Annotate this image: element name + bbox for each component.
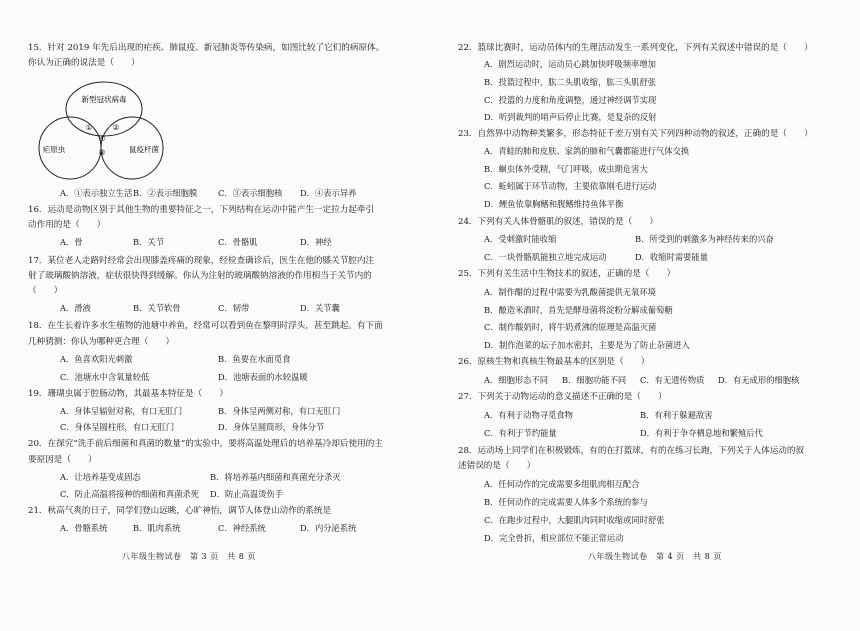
q26-option-a: A．细胞形态不同: [484, 375, 549, 385]
q28-option-a: A．任何动作的完成需要多组肌肉相互配合: [484, 479, 640, 489]
q15-stem-line1: 15．针对 2019 年先后出现的疟疾、肺鼠疫、新冠肺炎等传染病，如图比较了它们的病原体。: [28, 43, 385, 53]
q22-option-d: D．听到裁判的哨声后停止比赛，是复杂的反射: [484, 112, 657, 122]
q16-stem-line1: 16．运动是动物区别于其他生物的重要特征之一，下列结构在运动中能产生一定拉力起牵引: [28, 205, 375, 215]
q23-option-a: A．青蛙的肺和皮肤、家鸽的肺和气囊都能进行气体交换: [484, 146, 690, 156]
q18-option-c: C．池塘水中含氧量较低: [60, 372, 150, 382]
right-page: [430, 0, 860, 631]
q20-stem-line1: 20．在探究“洗手前后细菌和真菌的数量”的实验中，要将高温处理后的培养基冷却后使用的主: [28, 439, 383, 449]
q18-option-b: B．鱼要在水面觅食: [218, 354, 291, 364]
q28-stem-line1: 28．运动场上同学们在积极锻炼，有的在打篮球，有的在练习长跑，下列关于人体运动的叙: [458, 446, 805, 456]
q23-option-b: B．蛔虫体外受精，气门呼吸，成虫期危害大: [484, 164, 648, 174]
q27-stem-line1: 27．下列关于动物运动的意义描述不正确的是（ ）: [458, 392, 667, 402]
q17-stem-line1: 17．某位老人走路时经常会出现膝盖疼痛的现象，经检查确诊后，医生在他的膝关节腔内注: [28, 256, 375, 266]
q21-option-c: C．神经系统: [218, 523, 266, 533]
q21-stem-line1: 21．秋高气爽的日子，同学们登山远眺，心旷神怡，调节人体登山动作的系统是: [28, 506, 332, 516]
q20-stem-line2: 要原因是（ ）: [28, 455, 97, 465]
q24-option-c: C．一块骨骼肌能独立地完成运动: [484, 252, 607, 262]
q16-stem-line2: 动作用的是（ ）: [28, 220, 106, 230]
venn-label-plasmodium: 疟原虫: [42, 145, 66, 154]
q26-option-d: D．有无成形的细胞核: [718, 375, 800, 385]
q17-option-c: C．韧带: [218, 303, 250, 313]
q26-stem-line1: 26．原核生物和真核生物最基本的区别是（ ）: [458, 357, 650, 367]
q25-option-d: D．制作泡菜的坛子加水密封，主要是为了防止杂菌进入: [484, 340, 690, 350]
q22-option-c: C．投篮的力度和角度调整，通过神经调节实现: [484, 95, 657, 105]
q25-option-a: A．制作醋的过程中需要为乳酸菌提供无氧环境: [484, 287, 656, 297]
q17-stem-line2: 射了玻璃酸钠溶液，症状很快得到缓解。你认为注射的玻璃酸钠溶液的作用相当于关节内的: [28, 271, 372, 281]
q20-option-d: D．防止高温烫伤手: [210, 489, 284, 499]
q19-option-d: D．身体呈圆筒形，身体分节: [218, 422, 325, 432]
q20-option-a: A．让培养基变成固态: [60, 472, 141, 482]
q15-stem-line2: 你认为正确的说法是（ ）: [28, 58, 140, 68]
q19-stem-line1: 19．珊瑚虫属于腔肠动物，其最基本特征是（ ）: [28, 389, 228, 399]
q17-option-b: B．关节软骨: [133, 303, 181, 313]
venn-label-plague-bacillus: 鼠疫杆菌: [129, 145, 159, 154]
q20-option-c: C．防止高温将接种的细菌和真菌杀死: [60, 489, 200, 499]
q19-option-c: C．身体呈圆柱形，有口无肛门: [60, 422, 175, 432]
venn-region-3: ③: [98, 148, 106, 157]
q25-option-b: B．酿造米酒时，首先是酵母菌将淀粉分解成葡萄糖: [484, 305, 673, 315]
q22-stem-line1: 22．篮球比赛时，运动员体内的生理活动发生一系列变化，下列有关叙述中错误的是（ ）: [458, 43, 813, 53]
q22-option-b: B．投篮过程中，肱二头肌收缩，肱三头肌舒张: [484, 77, 657, 87]
q27-option-d: D．有利于争夺栖息地和繁殖后代: [640, 428, 763, 438]
q22-option-a: A．剧烈运动时，运动员心跳加快呼吸频率增加: [484, 59, 656, 69]
venn-region-4: ④: [98, 134, 106, 143]
q17-option-d: D．关节囊: [300, 303, 340, 313]
q21-option-b: B．肌肉系统: [133, 523, 181, 533]
q23-stem-line1: 23．自然界中动物种类繁多，形态特征千差万别有关下列四种动物的叙述，正确的是（ ）: [458, 129, 813, 139]
q25-stem-line1: 25．下列有关生活中生物技术的叙述，正确的是（ ）: [458, 269, 676, 279]
q25-option-c: C．制作酸奶时，将牛奶煮沸的原理是高温灭菌: [484, 322, 657, 332]
q27-option-a: A．有利于动物寻觅食物: [484, 410, 573, 420]
q18-option-a: A．鱼喜欢阳光刺激: [60, 354, 133, 364]
q20-option-b: B．将培养基内细菌和真菌充分杀灭: [210, 472, 341, 482]
q28-stem-line2: 述错误的是（ ）: [458, 461, 536, 471]
q17-option-a: A．滑液: [60, 303, 91, 313]
q16-option-c: C．骨骼肌: [218, 237, 258, 247]
q18-option-d: D．池塘表面的水较温暖: [218, 372, 308, 382]
pathogen-venn-diagram: [36, 70, 196, 190]
q16-option-a: A．骨: [60, 237, 83, 247]
q28-option-c: C．在跑步过程中，大腿肌肉同时收缩或同时舒张: [484, 515, 665, 525]
page-footer: 八年级生物试卷 第 3 页 共 8 页: [122, 552, 256, 561]
q21-option-a: A．骨骼系统: [60, 523, 108, 533]
q17-stem-line3: （ ）: [28, 286, 63, 296]
q21-option-d: D．内分泌系统: [300, 523, 357, 533]
q15-option-b: B．②表示细胞膜: [133, 188, 198, 198]
q26-option-c: C．有无遗传物质: [640, 375, 705, 385]
q28-option-d: D．完全骨折，相应部位不能正常运动: [484, 533, 624, 543]
q15-option-a: A．①表示独立生活: [60, 188, 133, 198]
q15-option-d: D．④表示异养: [300, 188, 357, 198]
q23-option-d: D．鲤鱼依靠胸鳍和腹鳍维持鱼体平衡: [484, 199, 624, 209]
q24-stem-line1: 24．下列有关人体骨骼肌的叙述，错误的是（ ）: [458, 217, 658, 227]
q24-option-b: B．所受到的刺激多为神经传来的兴奋: [635, 234, 774, 244]
q23-option-c: C．蚯蚓属于环节动物，主要依靠刚毛进行运动: [484, 181, 657, 191]
q18-stem-line2: 几种猜测：你认为哪种更合理（ ）: [28, 337, 175, 347]
q18-stem-line1: 18．在生长着许多水生植物的池塘中养鱼，经常可以看到鱼在黎明时浮头，甚至跳起。有下面: [28, 321, 383, 331]
q15-option-c: C．③表示细胞核: [218, 188, 283, 198]
q28-option-b: B．任何动作的完成需要人体多个系统的参与: [484, 497, 648, 507]
q16-option-b: B．关节: [133, 237, 164, 247]
q24-option-a: A．受刺激时能收缩: [484, 234, 557, 244]
page-footer: 八年级生物试卷 第 4 页 共 8 页: [588, 552, 722, 561]
q19-option-b: B．身体呈两侧对称，有口无肛门: [218, 406, 341, 416]
q19-option-a: A．身体呈辐射对称，有口无肛门: [60, 406, 183, 416]
venn-region-2: ②: [112, 123, 120, 132]
q26-option-b: B．细胞功能不同: [562, 375, 627, 385]
q27-option-b: B．有利于躲避敌害: [640, 410, 713, 420]
q24-option-d: D．收缩时需要能量: [635, 252, 709, 262]
q27-option-c: C．有利于节约能量: [484, 428, 557, 438]
q16-option-d: D．神经: [300, 237, 332, 247]
venn-label-coronavirus: 新型冠状病毒: [81, 95, 127, 104]
venn-region-1: ①: [85, 123, 93, 132]
